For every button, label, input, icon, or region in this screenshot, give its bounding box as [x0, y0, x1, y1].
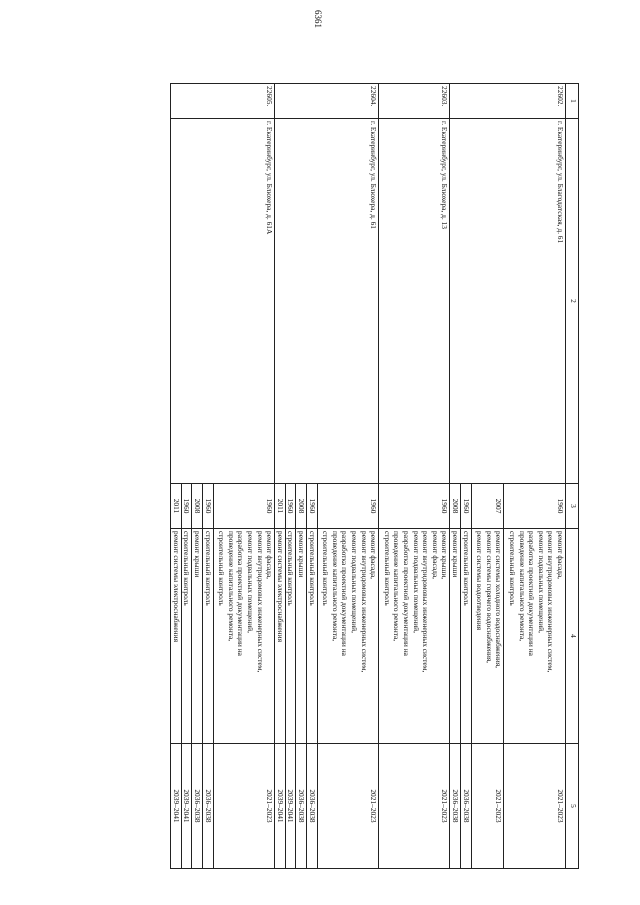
works-cell [461, 529, 472, 744]
work-item: проведение капитального ремонта, [226, 531, 236, 642]
work-item: ремонт внутридомовых инженерных систем, [546, 531, 556, 673]
work-item: ремонт системы холодного водоснабжения, [494, 531, 504, 668]
building-address: г. Екатеринбург, ул. Благодатская, д. 61 [450, 119, 566, 484]
works-cell [203, 529, 214, 744]
work-item: проведение капитального ремонта, [330, 531, 340, 642]
repair-schedule-sheet [89, 83, 579, 843]
table-row [213, 84, 275, 869]
year-cell: 1960 [213, 484, 275, 529]
work-item: ремонт крыши [297, 531, 307, 578]
work-item: строительный контроль [321, 531, 331, 606]
year-cell: 1960 [181, 484, 192, 529]
period-cell: 2039–2041 [285, 744, 296, 869]
table-row [379, 84, 450, 869]
work-item: ремонт подвальных помещений, [411, 531, 421, 633]
work-item: ремонт фасада, [556, 531, 565, 579]
works-cell [213, 529, 275, 744]
work-item: ремонт подвальных помещений, [536, 531, 546, 633]
works-cell [171, 529, 182, 744]
column-header: 4 [566, 529, 579, 744]
work-item: строительный контроль [382, 531, 392, 606]
year-cell: 2008 [192, 484, 203, 529]
work-item: ремонт внутридомовых инженерных систем, [421, 531, 431, 673]
repair-schedule-table [170, 83, 579, 869]
work-item: ремонт внутридомовых инженерных систем, [255, 531, 265, 673]
table-row [504, 84, 566, 869]
building-address: г. Екатеринбург, ул. Блюхера, д. 13 [379, 119, 450, 484]
year-cell: 2011 [275, 484, 286, 529]
work-item: проведение капитального ремонта, [517, 531, 527, 642]
period-cell: 2036–2038 [307, 744, 318, 869]
entry-number: 22603. [379, 84, 450, 119]
page-number: 6361 [313, 10, 323, 28]
work-item: разработка проектной документации на [402, 531, 412, 656]
period-cell: 2039–2041 [275, 744, 286, 869]
period-cell: 2021–2023 [317, 744, 379, 869]
period-cell: 2036–2038 [203, 744, 214, 869]
work-item: ремонт подвальных помещений, [246, 531, 256, 633]
year-cell: 2007 [471, 484, 504, 529]
work-item: ремонт фасада, [430, 531, 440, 579]
year-cell: 1960 [317, 484, 379, 529]
work-item: ремонт системы горячего водоснабжения, [484, 531, 494, 664]
period-cell: 2036–2038 [192, 744, 203, 869]
work-item: ремонт крыши [451, 531, 461, 578]
year-cell: 1960 [203, 484, 214, 529]
table-row [317, 84, 379, 869]
works-cell [379, 529, 450, 744]
works-cell [450, 529, 461, 744]
work-item: ремонт системы водоотведения [475, 531, 485, 631]
work-item: ремонт крыши, [440, 531, 450, 580]
work-item: строительный контроль [461, 531, 471, 606]
period-cell: 2036–2038 [450, 744, 461, 869]
period-cell: 2021–2023 [213, 744, 275, 869]
period-cell: 2021–2023 [379, 744, 450, 869]
work-item: строительный контроль [182, 531, 192, 606]
year-cell: 2008 [450, 484, 461, 529]
work-item: строительный контроль [217, 531, 227, 606]
work-item: ремонт крыши [193, 531, 203, 578]
work-item: строительный контроль [203, 531, 213, 606]
work-item: ремонт системы электроснабжения [275, 531, 285, 642]
period-cell: 2036–2038 [461, 744, 472, 869]
column-header: 1 [566, 84, 579, 119]
works-cell [471, 529, 504, 744]
entry-number: 22602. [450, 84, 566, 119]
work-item: ремонт фасада, [369, 531, 379, 579]
work-item: разработка проектной документации на [527, 531, 537, 656]
entry-number: 22605. [171, 84, 275, 119]
work-item: ремонт фасада, [265, 531, 275, 579]
works-cell [285, 529, 296, 744]
year-cell: 1960 [504, 484, 566, 529]
work-item: разработка проектной документации на [236, 531, 246, 656]
works-cell [192, 529, 203, 744]
period-cell: 2039–2041 [181, 744, 192, 869]
works-cell [275, 529, 286, 744]
year-cell: 1960 [285, 484, 296, 529]
period-cell: 2039–2041 [171, 744, 182, 869]
column-header: 5 [566, 744, 579, 869]
work-item: строительный контроль [307, 531, 317, 606]
works-cell [296, 529, 307, 744]
column-header-row [566, 84, 579, 869]
work-item: строительный контроль [508, 531, 518, 606]
work-item: разработка проектной документации на [340, 531, 350, 656]
year-cell: 1960 [379, 484, 450, 529]
work-item: ремонт внутридомовых инженерных систем, [359, 531, 369, 673]
works-cell [181, 529, 192, 744]
year-cell: 2008 [296, 484, 307, 529]
work-item: ремонт подвальных помещений, [350, 531, 360, 633]
building-address: г. Екатеринбург, ул. Блюхера, д. 61А [171, 119, 275, 484]
works-cell [307, 529, 318, 744]
table-body [171, 84, 579, 869]
work-item: проведение капитального ремонта, [392, 531, 402, 642]
period-cell: 2021–2023 [471, 744, 504, 869]
year-cell: 1960 [307, 484, 318, 529]
entry-number: 22604. [275, 84, 379, 119]
period-cell: 2036–2038 [296, 744, 307, 869]
period-cell: 2021–2023 [504, 744, 566, 869]
work-item: строительный контроль [286, 531, 296, 606]
column-header: 2 [566, 119, 579, 484]
works-cell [317, 529, 379, 744]
year-cell: 1960 [461, 484, 472, 529]
work-item: ремонт системы электроснабжения [171, 531, 181, 642]
building-address: г. Екатеринбург, ул. Блюхера, д. 61 [275, 119, 379, 484]
column-header: 3 [566, 484, 579, 529]
year-cell: 2011 [171, 484, 182, 529]
works-cell [504, 529, 566, 744]
